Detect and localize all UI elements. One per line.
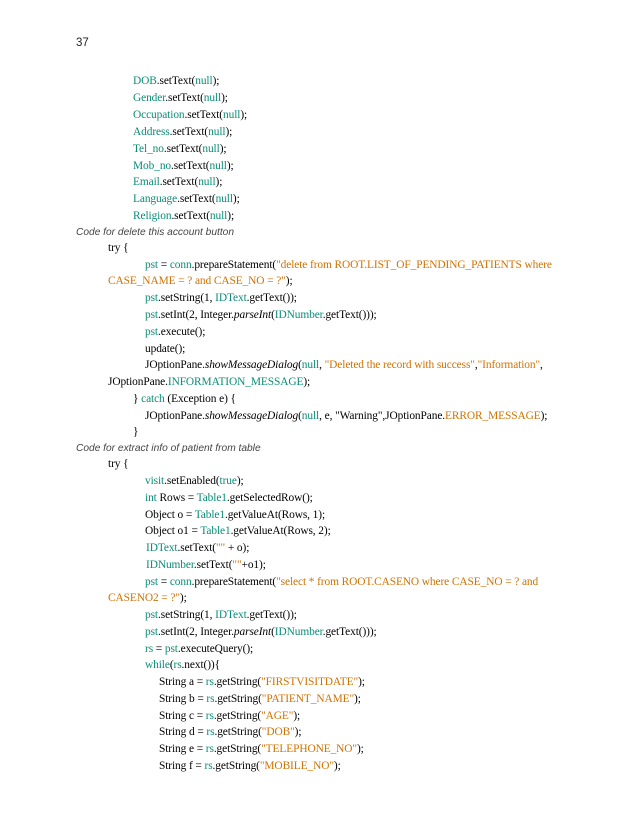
code-token: .setText(: [171, 210, 210, 222]
code-line: [133, 109, 247, 122]
code-token: String f =: [159, 760, 205, 772]
code-token: .getSelectedRow();: [226, 492, 313, 504]
code-token: JOptionPane.: [145, 359, 205, 371]
code-token: );: [219, 143, 227, 155]
code-line: [159, 760, 341, 773]
code-token: (: [298, 410, 302, 422]
code-token: Religion: [133, 210, 172, 222]
code-token: "Deleted the record with success": [324, 359, 475, 371]
code-line: [145, 359, 543, 372]
code-token: );: [212, 75, 220, 87]
code-token: null: [215, 193, 233, 205]
code-token: "MOBILE_NO": [259, 760, 334, 772]
code-token: );: [215, 176, 223, 188]
code-token: rs: [145, 643, 154, 655]
code-line: [133, 143, 226, 156]
code-line: [133, 193, 240, 206]
code-token: DOB: [133, 75, 157, 87]
code-token: Table1: [200, 525, 231, 537]
code-token: ,: [474, 359, 478, 371]
code-token: conn: [169, 259, 192, 271]
code-token: );: [293, 710, 301, 722]
code-token: .getString(: [212, 760, 260, 772]
code-token: .getString(: [213, 710, 262, 722]
code-token: );: [354, 693, 361, 705]
code-line: [159, 726, 301, 739]
code-token: );: [240, 109, 248, 121]
code-token: );: [179, 592, 187, 604]
code-token: parseInt: [233, 626, 272, 638]
code-token: );: [285, 275, 293, 287]
code-token: IDNumber: [146, 559, 194, 571]
section-caption-delete: Code for delete this account button: [76, 227, 235, 238]
code-token: ,: [319, 359, 325, 371]
code-token: "TELEPHONE_NO": [261, 743, 357, 755]
code-token: );: [226, 160, 234, 172]
code-token: String d =: [159, 726, 207, 738]
code-token: true: [219, 475, 237, 487]
code-token: "PATIENT_NAME": [261, 693, 355, 705]
code-line: [159, 693, 361, 706]
code-line: [145, 626, 377, 639]
code-token: );: [225, 126, 233, 138]
code-token: Object o1 =: [145, 525, 201, 537]
code-token: pst: [145, 326, 158, 338]
code-token: conn: [169, 576, 192, 588]
code-token: String c =: [159, 710, 206, 722]
code-token: JOptionPane.: [145, 410, 205, 422]
code-token: pst: [145, 626, 158, 638]
code-token: pst: [145, 576, 158, 588]
code-line: [145, 475, 244, 488]
code-token: pst: [145, 609, 158, 621]
code-token: rs: [205, 710, 214, 722]
code-line: [145, 410, 547, 423]
code-token: .prepareStatement(: [191, 576, 277, 588]
code-line: [145, 643, 253, 656]
code-token: rs: [206, 726, 215, 738]
code-token: .setEnabled(: [164, 475, 220, 487]
code-token: + o);: [225, 542, 250, 554]
code-token: rs: [173, 659, 182, 671]
code-line: [145, 576, 538, 589]
code-token: Address: [133, 126, 170, 138]
code-token: int: [145, 492, 157, 504]
code-token: Object o =: [145, 509, 195, 521]
code-line: [133, 393, 236, 406]
code-token: ,: [540, 359, 543, 371]
code-line: [108, 275, 293, 288]
code-token: CASENO2 = ?": [108, 592, 180, 604]
code-token: =: [158, 259, 170, 271]
code-token: Rows =: [156, 492, 197, 504]
code-token: rs: [206, 693, 215, 705]
code-token: showMessageDialog: [204, 410, 299, 422]
code-token: .setString(1,: [158, 609, 216, 621]
code-token: );: [221, 92, 228, 104]
code-token: null: [301, 410, 320, 422]
code-line: [133, 210, 234, 223]
code-token: .setText(: [169, 126, 209, 138]
code-token: (: [271, 309, 275, 321]
code-token: );: [303, 376, 311, 388]
code-token: "select * from ROOT.CASENO where CASE_NO = ? and: [276, 576, 539, 588]
code-token: }: [133, 426, 139, 438]
code-token: .getText()));: [322, 309, 377, 321]
code-token: Language: [133, 193, 178, 205]
code-token: String e =: [159, 743, 206, 755]
code-token: "DOB": [261, 726, 295, 738]
code-token: CASE_NAME = ? and CASE_NO = ?": [108, 275, 286, 287]
code-token: Tel_no: [133, 143, 164, 155]
code-token: null: [301, 359, 320, 371]
code-token: );: [232, 193, 240, 205]
code-token: Gender: [133, 92, 166, 104]
code-token: .next()){: [181, 659, 220, 671]
code-line: [133, 92, 228, 105]
code-token: .getText());: [246, 292, 297, 304]
code-token: .getValueAt(Rows, 1);: [224, 509, 326, 521]
code-token: null: [195, 75, 213, 87]
code-token: rs: [205, 743, 214, 755]
code-token: );: [227, 210, 235, 222]
code-token: .setText(: [156, 75, 196, 87]
code-token: IDText: [215, 292, 247, 304]
code-token: showMessageDialog: [204, 359, 299, 371]
code-token: String a =: [159, 676, 206, 688]
code-token: INFORMATION_MESSAGE: [167, 376, 304, 388]
code-token: null: [198, 176, 216, 188]
code-token: pst: [145, 309, 158, 321]
code-token: pst: [145, 259, 158, 271]
code-line: [108, 376, 310, 389]
code-line: [145, 525, 331, 538]
code-token: IDText: [215, 609, 247, 621]
code-token: .getValueAt(Rows, 2);: [230, 525, 331, 537]
code-line: [108, 592, 187, 605]
code-line: [133, 160, 234, 173]
code-token: .setText(: [177, 542, 216, 554]
code-token: .setText(: [163, 143, 203, 155]
code-token: );: [356, 743, 364, 755]
code-token: try {: [108, 458, 129, 470]
code-token: );: [333, 760, 341, 772]
code-token: .prepareStatement(: [191, 259, 277, 271]
code-token: .setInt(2, Integer.: [158, 626, 234, 638]
code-token: .getText()));: [322, 626, 377, 638]
code-line: [133, 426, 138, 439]
code-token: );: [358, 676, 365, 688]
code-token: .setText(: [165, 92, 204, 104]
code-token: parseInt: [233, 309, 272, 321]
code-token: .executeQuery();: [177, 643, 254, 655]
code-token: .setText(: [159, 176, 199, 188]
code-token: Email: [133, 176, 160, 188]
code-token: rs: [204, 760, 213, 772]
code-line: [145, 659, 220, 672]
code-token: ERROR_MESSAGE: [445, 410, 541, 422]
code-token: while: [145, 659, 170, 671]
code-line: [133, 75, 219, 88]
code-token: JOptionPane.: [108, 376, 168, 388]
code-line: [146, 542, 249, 555]
code-token: pst: [164, 643, 178, 655]
code-token: null: [208, 126, 226, 138]
code-token: IDNumber: [274, 626, 323, 638]
code-token: .setText(: [193, 559, 233, 571]
page-number: 37: [76, 37, 89, 49]
code-line: [133, 126, 232, 139]
code-token: pst: [145, 292, 158, 304]
code-token: =: [158, 576, 170, 588]
code-token: =: [153, 643, 165, 655]
code-token: "FIRSTVISITDATE": [261, 676, 359, 688]
code-token: null: [203, 92, 222, 104]
code-line: [159, 743, 364, 756]
code-token: "delete from ROOT.LIST_OF_PENDING_PATIENTS where: [276, 259, 552, 271]
code-token: "AGE": [261, 710, 294, 722]
code-token: Table1: [196, 492, 227, 504]
code-line: [145, 259, 552, 272]
code-token: rs: [205, 676, 214, 688]
code-line: [145, 326, 205, 339]
code-token: .getString(: [214, 693, 262, 705]
code-line: [108, 458, 128, 471]
code-token: .setText(: [184, 109, 223, 121]
code-token: null: [209, 160, 227, 172]
code-token: );: [236, 475, 244, 487]
code-token: null: [223, 109, 241, 121]
code-token: Mob_no: [133, 160, 172, 172]
code-token: }: [133, 393, 142, 405]
code-token: +o1);: [241, 559, 266, 571]
code-line: [159, 676, 365, 689]
code-token: null: [209, 210, 228, 222]
code-token: try {: [108, 242, 129, 254]
code-token: .setText(: [171, 160, 210, 172]
code-line: [159, 710, 300, 723]
code-token: (: [271, 626, 275, 638]
code-token: update();: [145, 343, 186, 355]
code-line: [146, 559, 266, 572]
section-caption-extract: Code for extract info of patient from table: [76, 443, 261, 454]
code-line: [145, 343, 185, 356]
code-token: catch: [141, 393, 165, 405]
code-token: .setString(1,: [158, 292, 216, 304]
code-line: [145, 492, 313, 505]
code-token: null: [202, 143, 220, 155]
code-token: String b =: [159, 693, 207, 705]
code-token: .getString(: [213, 676, 262, 688]
code-token: .getString(: [213, 743, 262, 755]
code-token: .execute();: [158, 326, 206, 338]
code-token: "Information": [477, 359, 541, 371]
code-line: [145, 509, 325, 522]
code-token: );: [294, 726, 302, 738]
code-line: [145, 292, 297, 305]
code-token: .setInt(2, Integer.: [158, 309, 234, 321]
code-token: .getString(: [214, 726, 262, 738]
code-token: IDText: [146, 542, 178, 554]
code-token: (Exception e) {: [164, 393, 236, 405]
code-token: Table1: [194, 509, 225, 521]
code-token: .getText());: [246, 609, 297, 621]
code-line: [145, 309, 377, 322]
code-token: visit: [145, 475, 165, 487]
code-line: [133, 176, 222, 189]
code-token: (: [169, 659, 174, 671]
code-line: [108, 242, 128, 255]
code-token: (: [298, 359, 302, 371]
code-token: );: [540, 410, 548, 422]
code-token: "": [232, 559, 242, 571]
code-token: Occupation: [133, 109, 185, 121]
code-token: "": [215, 542, 226, 554]
code-line: [145, 609, 297, 622]
code-token: , e, "Warning",JOptionPane.: [319, 410, 446, 422]
code-token: .setText(: [177, 193, 216, 205]
code-token: IDNumber: [274, 309, 323, 321]
